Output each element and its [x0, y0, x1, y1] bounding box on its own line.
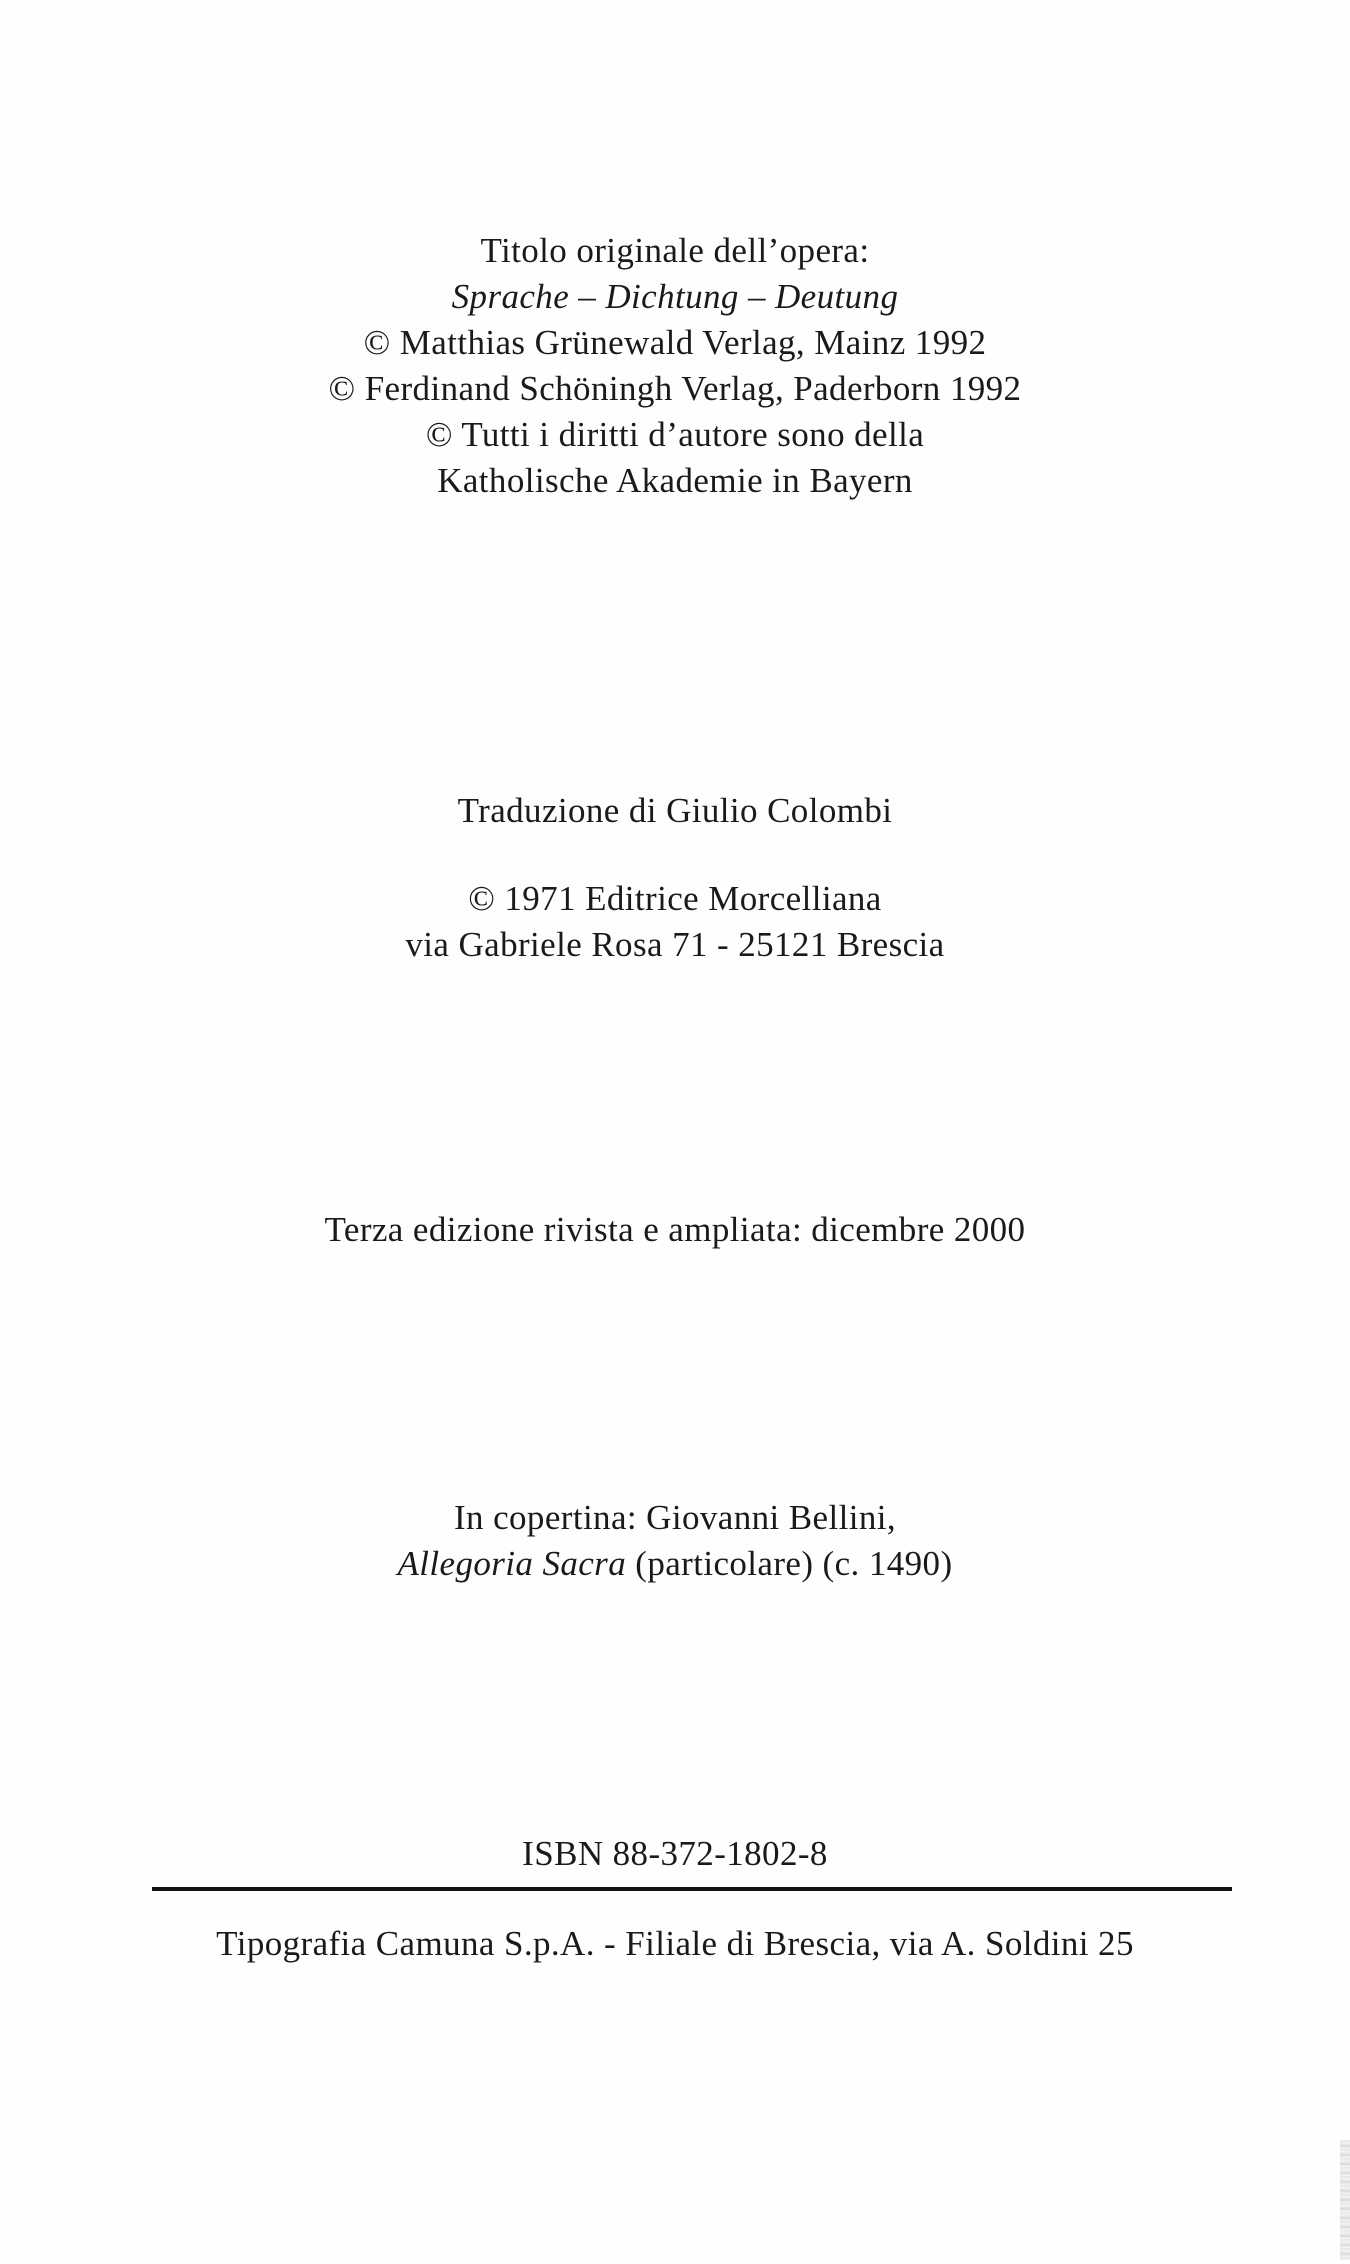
divider-rule [152, 1887, 1232, 1891]
copyright-line-3: © Tutti i diritti d’autore sono della [425, 415, 925, 454]
edition-note: Terza edizione rivista e ampliata: dicembre 2000 [324, 1210, 1026, 1249]
publisher-address: via Gabriele Rosa 71 - 25121 Brescia [405, 925, 945, 964]
cover-artwork-title: Allegoria Sacra [397, 1544, 627, 1583]
cover-artwork-note: (particolare) (c. 1490) [635, 1544, 953, 1583]
original-title-text: Sprache – Dichtung – Deutung [451, 277, 899, 316]
isbn: ISBN 88-372-1802-8 [522, 1834, 828, 1873]
original-title [0, 274, 1350, 320]
scan-edge-artifact [1340, 2140, 1350, 2260]
printer-credit: Tipografia Camuna S.p.A. - Filiale di Brescia, via A. Soldini 25 [216, 1924, 1134, 1963]
original-title-label: Titolo originale dell’opera: [480, 231, 870, 270]
publisher-copyright: © 1971 Editrice Morcelliana [468, 879, 882, 918]
copyright-line-2: © Ferdinand Schöningh Verlag, Paderborn 1992 [328, 369, 1022, 408]
copyright-line-1: © Matthias Grünewald Verlag, Mainz 1992 [363, 323, 987, 362]
cover-credit: In copertina: Giovanni Bellini, [453, 1498, 897, 1537]
translation-credit: Traduzione di Giulio Colombi [457, 791, 893, 830]
cover-artwork [0, 1541, 1350, 1587]
copyright-line-4: Katholische Akademie in Bayern [437, 461, 913, 500]
